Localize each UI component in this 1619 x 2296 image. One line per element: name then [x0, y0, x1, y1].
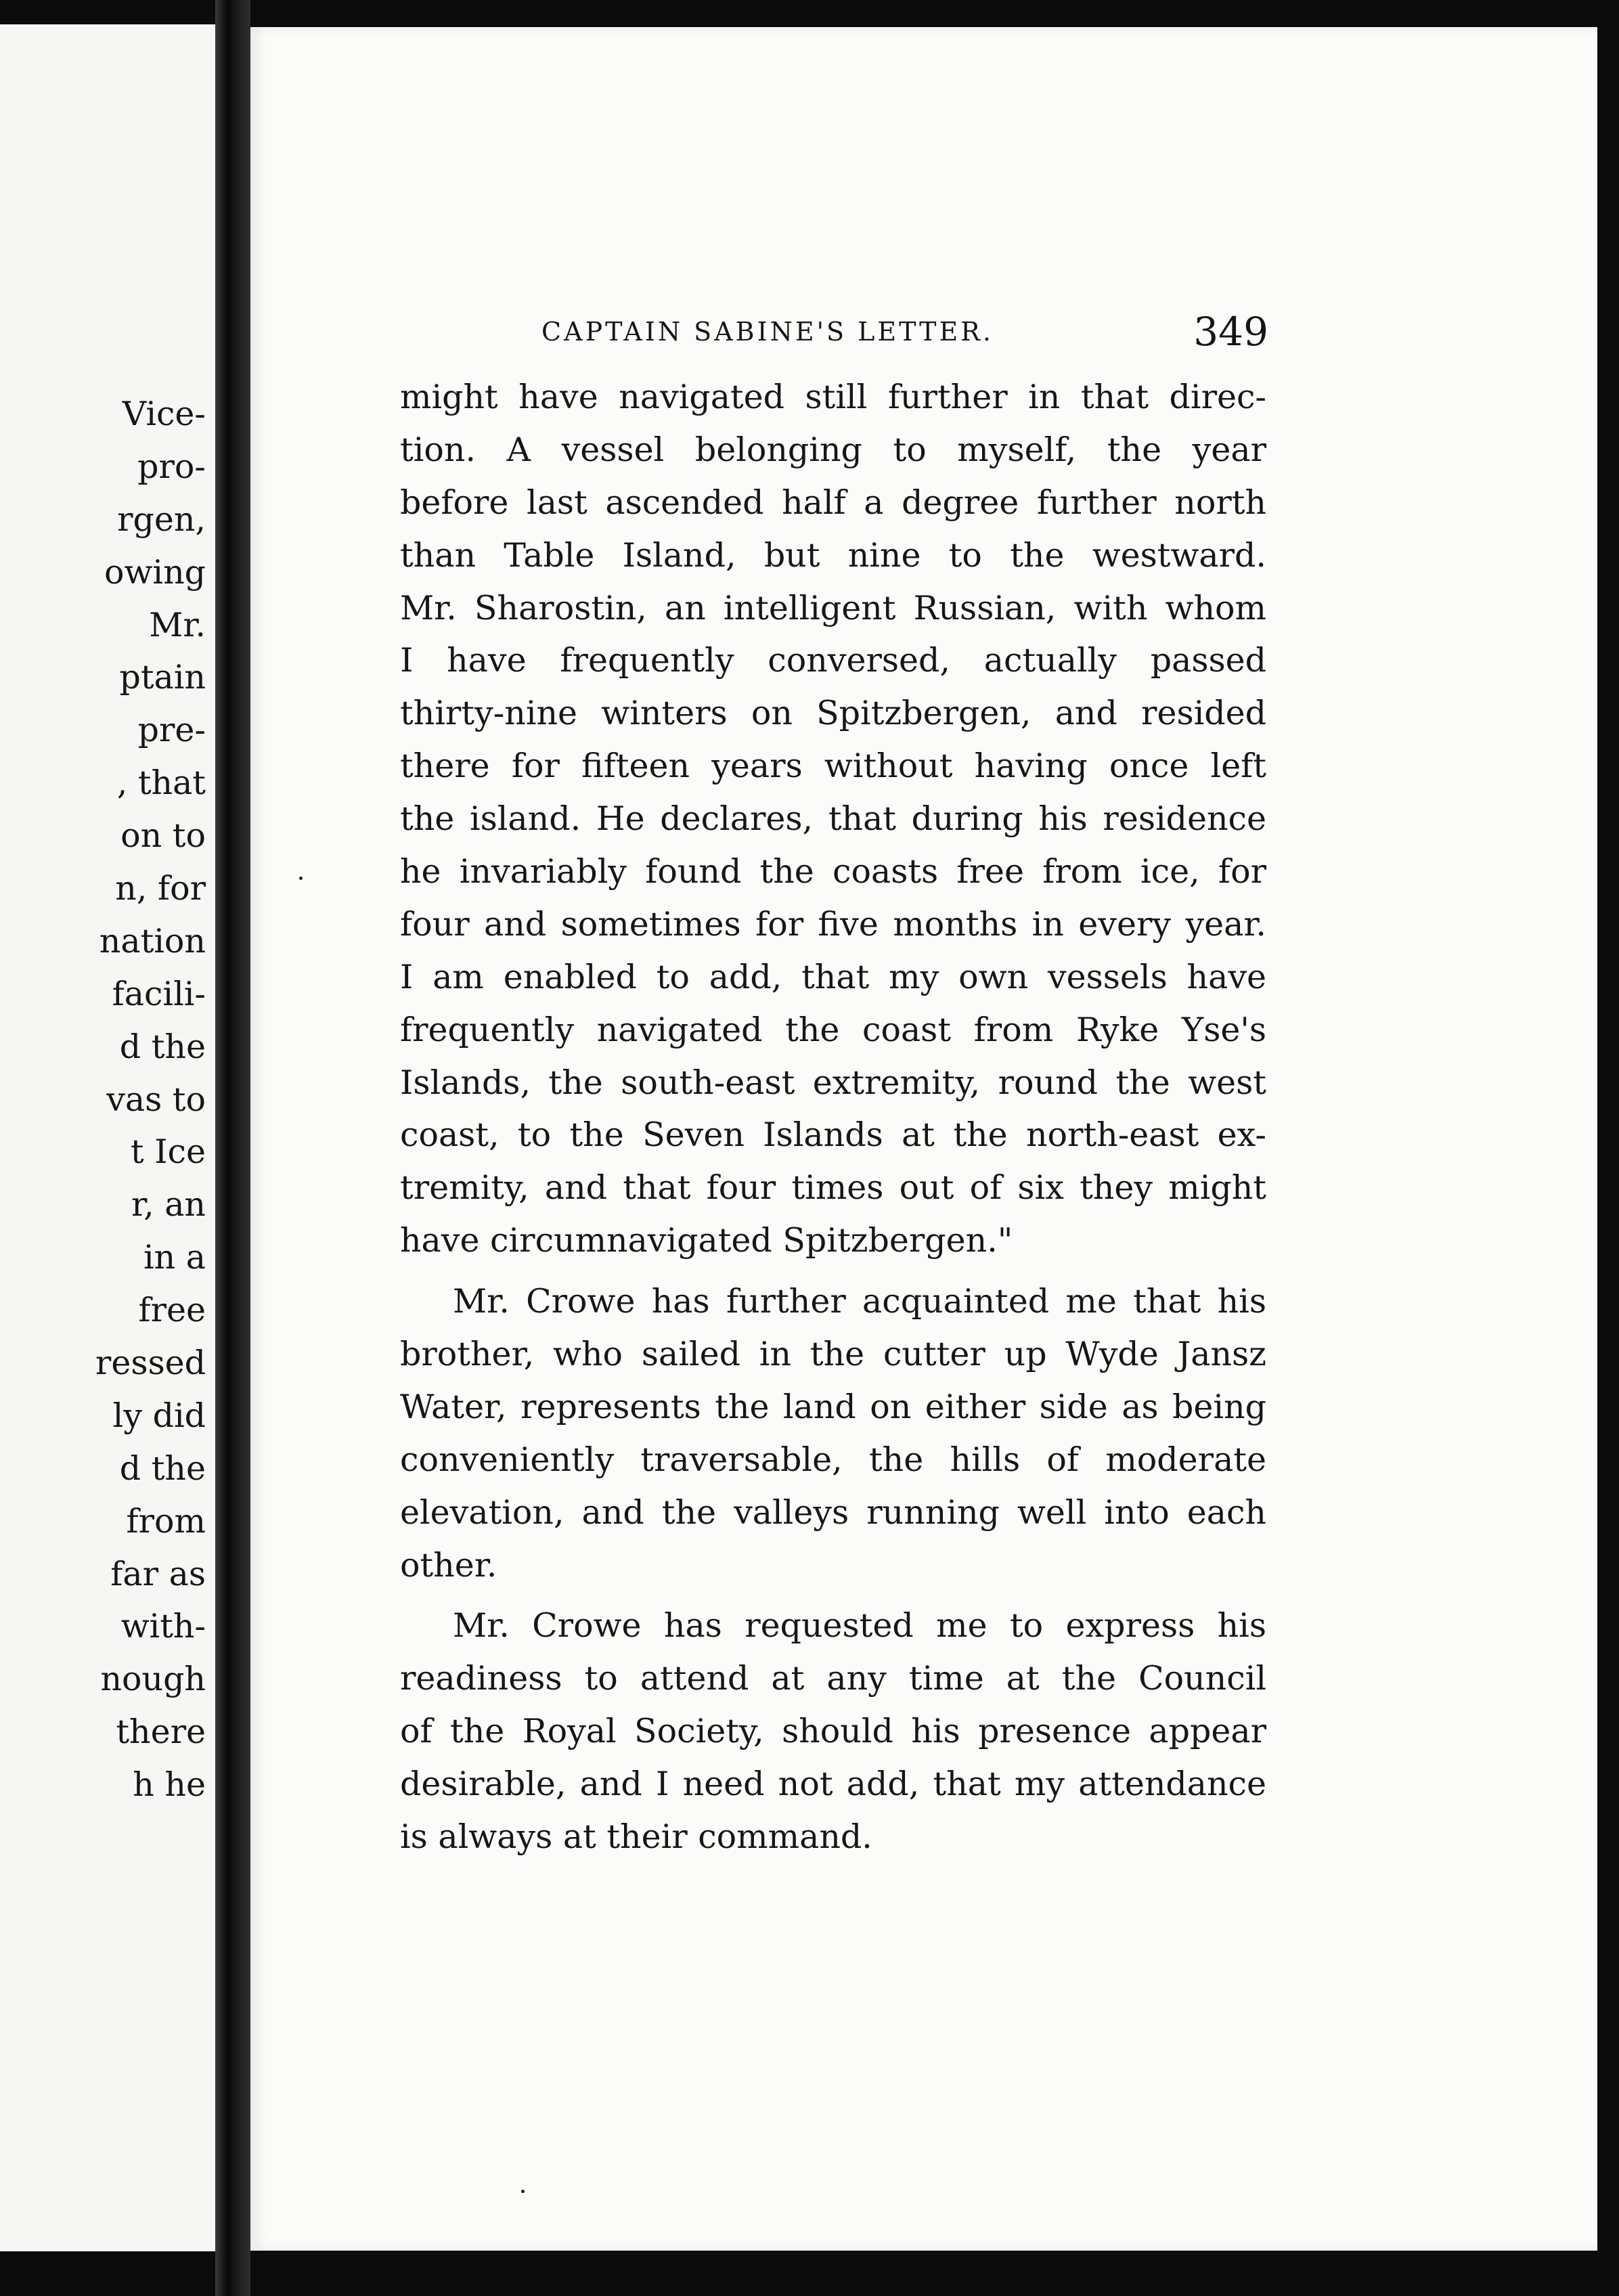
text-line: have circumnavigated Spitzbergen.": [400, 1221, 1013, 1260]
text-line: coast, to the Seven Islands at the north-east ex-: [400, 1116, 1266, 1155]
facing-page-line: from: [126, 1501, 206, 1541]
page-number: 349: [1193, 309, 1268, 355]
text-line: than Table Island, but nine to the westward.: [400, 535, 1266, 575]
paragraph: [400, 371, 1266, 1267]
text-line: he invariably found the coasts free from ice, for: [400, 852, 1266, 891]
facing-page-line: d the: [119, 1027, 206, 1066]
text-line: I have frequently conversed, actually passed: [400, 641, 1266, 680]
facing-page-line: far as: [110, 1554, 206, 1593]
facing-page-line: ressed: [95, 1344, 206, 1383]
paragraph: [400, 1275, 1266, 1591]
facing-page-line: ptain: [119, 658, 206, 697]
text-line: might have navigated still further in that direc-: [400, 378, 1266, 416]
facing-page-line: rgen,: [117, 500, 206, 539]
text-line: is always at their command.: [400, 1817, 872, 1857]
paragraph-gap: [400, 1267, 1266, 1275]
facing-page-line: facili-: [112, 974, 206, 1013]
paragraph-gap: [400, 1591, 1266, 1599]
facing-page-line: vas to: [106, 1080, 206, 1119]
facing-page-line: , that: [116, 764, 206, 803]
facing-page-line: owing: [104, 552, 206, 592]
text-line: Water, represents the land on either side as being: [400, 1387, 1266, 1426]
facing-page-line: t Ice: [130, 1132, 206, 1172]
text-line: Mr. Sharostin, an intelligent Russian, with whom: [400, 588, 1266, 627]
facing-page-line: Vice-: [122, 395, 206, 433]
facing-page-text: [0, 388, 215, 1811]
text-line: of the Royal Society, should his presence appear: [400, 1712, 1266, 1751]
facing-page-line: in a: [143, 1238, 206, 1277]
paragraph: [400, 1599, 1266, 1863]
text-line: elevation, and the valleys running well into each: [400, 1493, 1266, 1532]
facing-page-line: n, for: [115, 869, 206, 908]
text-line: frequently navigated the coast from Ryke Yse's: [400, 1010, 1266, 1049]
book-gutter: [215, 0, 250, 2296]
facing-page-line: h he: [133, 1765, 206, 1805]
running-title: CAPTAIN SABINE'S LETTER.: [541, 317, 994, 347]
text-line: four and sometimes for five months in every year.: [400, 904, 1266, 944]
facing-page-line: nation: [99, 921, 206, 961]
text-line: thirty-nine winters on Spitzbergen, and resided: [400, 694, 1266, 733]
text-line: I am enabled to add, that my own vessels have: [400, 957, 1266, 996]
facing-page-line: nough: [100, 1660, 206, 1699]
text-line: readiness to attend at any time at the Council: [400, 1659, 1266, 1698]
running-head: [402, 305, 1268, 359]
facing-page-line: on to: [120, 816, 206, 856]
facing-page-line: Mr.: [149, 605, 206, 644]
text-line: Islands, the south-east extremity, round the west: [400, 1063, 1266, 1102]
facing-page-fragment: [0, 24, 215, 2251]
facing-page-line: pre-: [137, 711, 206, 750]
text-line: Mr. Crowe has requested me to express his: [453, 1606, 1266, 1646]
facing-page-line: pro-: [137, 447, 206, 486]
text-line: other.: [400, 1545, 497, 1585]
print-speck: [299, 877, 303, 880]
text-line: before last ascended half a degree further north: [400, 483, 1266, 522]
body-text: [400, 371, 1266, 1863]
text-line: Mr. Crowe has further acquainted me that his: [453, 1282, 1266, 1321]
print-speck: [521, 2190, 525, 2193]
facing-page-line: with-: [120, 1607, 206, 1646]
text-line: tion. A vessel belonging to myself, the year: [400, 430, 1266, 469]
text-line: there for fifteen years without having once left: [400, 747, 1266, 786]
facing-page-line: ly did: [112, 1396, 206, 1435]
facing-page-line: there: [116, 1713, 206, 1752]
facing-page-line: free: [138, 1291, 206, 1330]
text-line: conveniently traversable, the hills of moderate: [400, 1440, 1266, 1479]
text-line: the island. He declares, that during his residence: [400, 799, 1266, 839]
text-line: brother, who sailed in the cutter up Wyde Jansz: [400, 1335, 1266, 1374]
text-line: desirable, and I need not add, that my attendance: [400, 1765, 1266, 1804]
facing-page-line: d the: [119, 1449, 206, 1488]
facing-page-line: r, an: [131, 1185, 206, 1224]
text-line: tremity, and that four times out of six they might: [400, 1168, 1266, 1208]
